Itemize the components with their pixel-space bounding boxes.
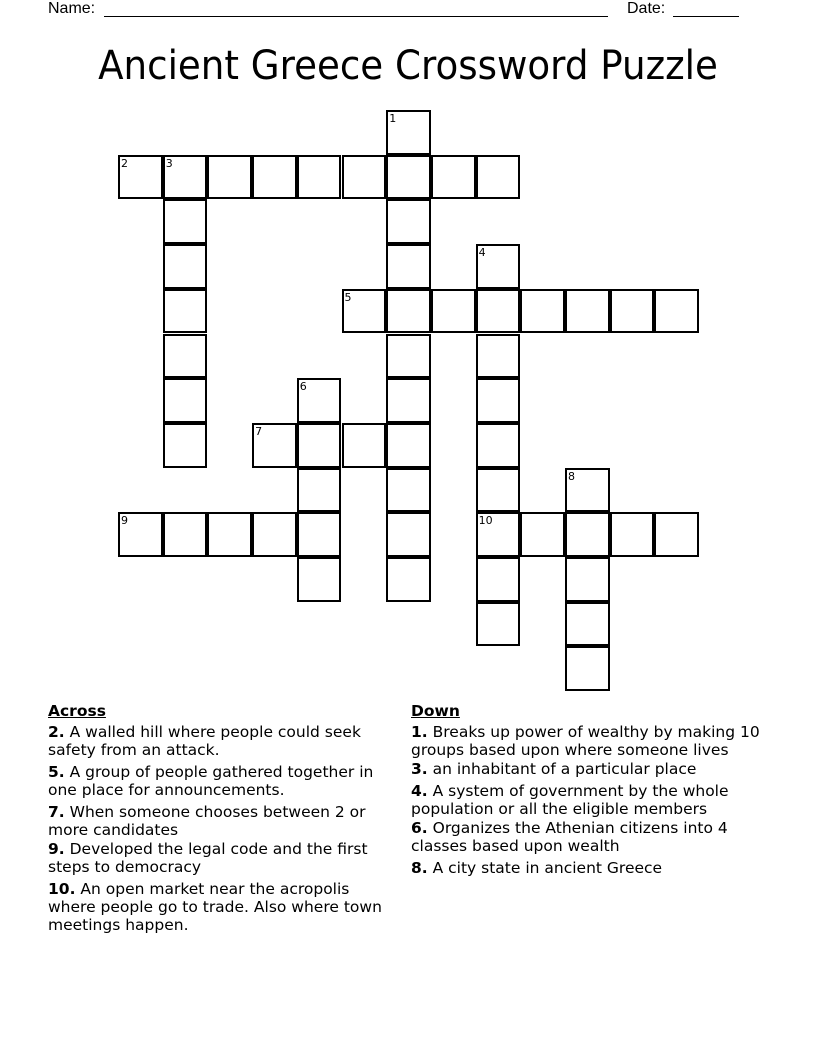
- grid-cell[interactable]: [163, 155, 208, 200]
- clue-number: 4.: [411, 782, 428, 800]
- grid-cell[interactable]: [476, 423, 521, 468]
- clue-across-5: [48, 763, 398, 799]
- clue-number: 5.: [48, 763, 65, 781]
- grid-cell[interactable]: [386, 155, 431, 200]
- down-heading: Down: [411, 702, 460, 720]
- down-clues: [411, 702, 761, 881]
- grid-cell[interactable]: [118, 155, 163, 200]
- grid-cell[interactable]: [476, 468, 521, 513]
- grid-cell[interactable]: [386, 423, 431, 468]
- grid-cell[interactable]: [163, 289, 208, 334]
- grid-cell[interactable]: [252, 423, 297, 468]
- cell-number: 5: [344, 290, 352, 304]
- grid-cell[interactable]: [431, 155, 476, 200]
- grid-cell[interactable]: [386, 334, 431, 379]
- grid-cell[interactable]: [297, 512, 342, 557]
- grid-cell[interactable]: [386, 468, 431, 513]
- grid-cell[interactable]: [476, 378, 521, 423]
- grid-cell[interactable]: [163, 378, 208, 423]
- grid-cell[interactable]: [386, 244, 431, 289]
- clue-number: 9.: [48, 840, 65, 858]
- clue-number: 7.: [48, 803, 65, 821]
- clue-across-2: [48, 723, 398, 759]
- clue-text: A walled hill where people could seek safety from an attack.: [48, 723, 361, 759]
- page-title: Ancient Greece Crossword Puzzle: [98, 43, 718, 89]
- grid-cell[interactable]: [207, 155, 252, 200]
- grid-cell[interactable]: [252, 512, 297, 557]
- cell-number: 6: [299, 380, 307, 394]
- grid-cell[interactable]: [163, 199, 208, 244]
- grid-cell[interactable]: [476, 557, 521, 602]
- grid-cell[interactable]: [565, 557, 610, 602]
- date-label: Date:: [627, 0, 666, 17]
- cell-number: 7: [255, 424, 263, 438]
- grid-cell[interactable]: [386, 557, 431, 602]
- grid-cell[interactable]: [565, 646, 610, 691]
- grid-cell[interactable]: [476, 244, 521, 289]
- grid-cell[interactable]: [520, 289, 565, 334]
- grid-cell[interactable]: [476, 602, 521, 647]
- cell-number: 9: [121, 514, 128, 528]
- clue-down-3: [411, 760, 761, 778]
- grid-cell[interactable]: [386, 110, 431, 155]
- clue-text: A group of people gathered together in one place for announcements.: [48, 763, 374, 799]
- grid-cell[interactable]: [163, 423, 208, 468]
- clue-text: An open market near the acropolis where people go to trade. Also where town meetings happen.: [48, 880, 382, 934]
- cell-number: 4: [478, 246, 486, 260]
- grid-cell[interactable]: [565, 289, 610, 334]
- grid-cell[interactable]: [297, 423, 342, 468]
- cell-number: 2: [121, 156, 128, 170]
- grid-cell[interactable]: [476, 289, 521, 334]
- grid-cell[interactable]: [386, 289, 431, 334]
- across-heading: Across: [48, 702, 106, 720]
- grid-cell[interactable]: [386, 199, 431, 244]
- clue-down-4: [411, 782, 761, 818]
- grid-cell[interactable]: [297, 557, 342, 602]
- clue-text: When someone chooses between 2 or more candidates: [48, 803, 366, 839]
- grid-cell[interactable]: [565, 602, 610, 647]
- clue-number: 1.: [411, 723, 428, 741]
- name-label: Name:: [48, 0, 96, 17]
- grid-cell[interactable]: [118, 512, 163, 557]
- grid-cell[interactable]: [610, 289, 655, 334]
- cell-number: 3: [165, 156, 173, 170]
- grid-cell[interactable]: [476, 155, 521, 200]
- grid-cell[interactable]: [342, 289, 387, 334]
- grid-cell[interactable]: [520, 512, 565, 557]
- grid-cell[interactable]: [207, 512, 252, 557]
- clue-down-6: [411, 819, 761, 855]
- grid-cell[interactable]: [342, 423, 387, 468]
- clue-number: 8.: [411, 859, 428, 877]
- grid-cell[interactable]: [297, 468, 342, 513]
- grid-cell[interactable]: [163, 244, 208, 289]
- grid-cell[interactable]: [565, 512, 610, 557]
- clue-across-7: [48, 803, 398, 839]
- grid-cell[interactable]: [386, 512, 431, 557]
- grid-cell[interactable]: [163, 334, 208, 379]
- grid-cell[interactable]: [163, 512, 208, 557]
- grid-cell[interactable]: [297, 155, 342, 200]
- grid-cell[interactable]: [476, 512, 521, 557]
- grid-cell[interactable]: [252, 155, 297, 200]
- across-clues: [48, 702, 398, 938]
- clue-text: Organizes the Athenian citizens into 4 classes based upon wealth: [411, 819, 728, 855]
- grid-cell[interactable]: [654, 289, 699, 334]
- cell-number: 8: [568, 469, 575, 483]
- clue-number: 3.: [411, 760, 428, 778]
- grid-cell[interactable]: [610, 512, 655, 557]
- clue-text: A system of government by the whole population or all the eligible members: [411, 782, 729, 818]
- clue-number: 6.: [411, 819, 428, 837]
- clue-down-1: [411, 723, 761, 759]
- clue-across-9: [48, 840, 398, 876]
- clue-number: 2.: [48, 723, 65, 741]
- grid-cell[interactable]: [297, 378, 342, 423]
- clue-across-10: [48, 880, 398, 934]
- clue-text: Developed the legal code and the first steps to democracy: [48, 840, 368, 876]
- cell-number: 1: [389, 112, 397, 125]
- clue-text: an inhabitant of a particular place: [427, 760, 697, 778]
- grid-cell[interactable]: [476, 334, 521, 379]
- cell-number: 10: [478, 514, 493, 528]
- grid-cell[interactable]: [654, 512, 699, 557]
- grid-cell[interactable]: [386, 378, 431, 423]
- clue-number: 10.: [48, 880, 76, 898]
- grid-cell[interactable]: [431, 289, 476, 334]
- clue-down-8: [411, 859, 761, 877]
- grid-cell[interactable]: [342, 155, 387, 200]
- clue-text: Breaks up power of wealthy by making 10 groups based upon where someone lives: [411, 723, 760, 759]
- clue-text: A city state in ancient Greece: [427, 859, 663, 877]
- grid-cell[interactable]: [565, 468, 610, 513]
